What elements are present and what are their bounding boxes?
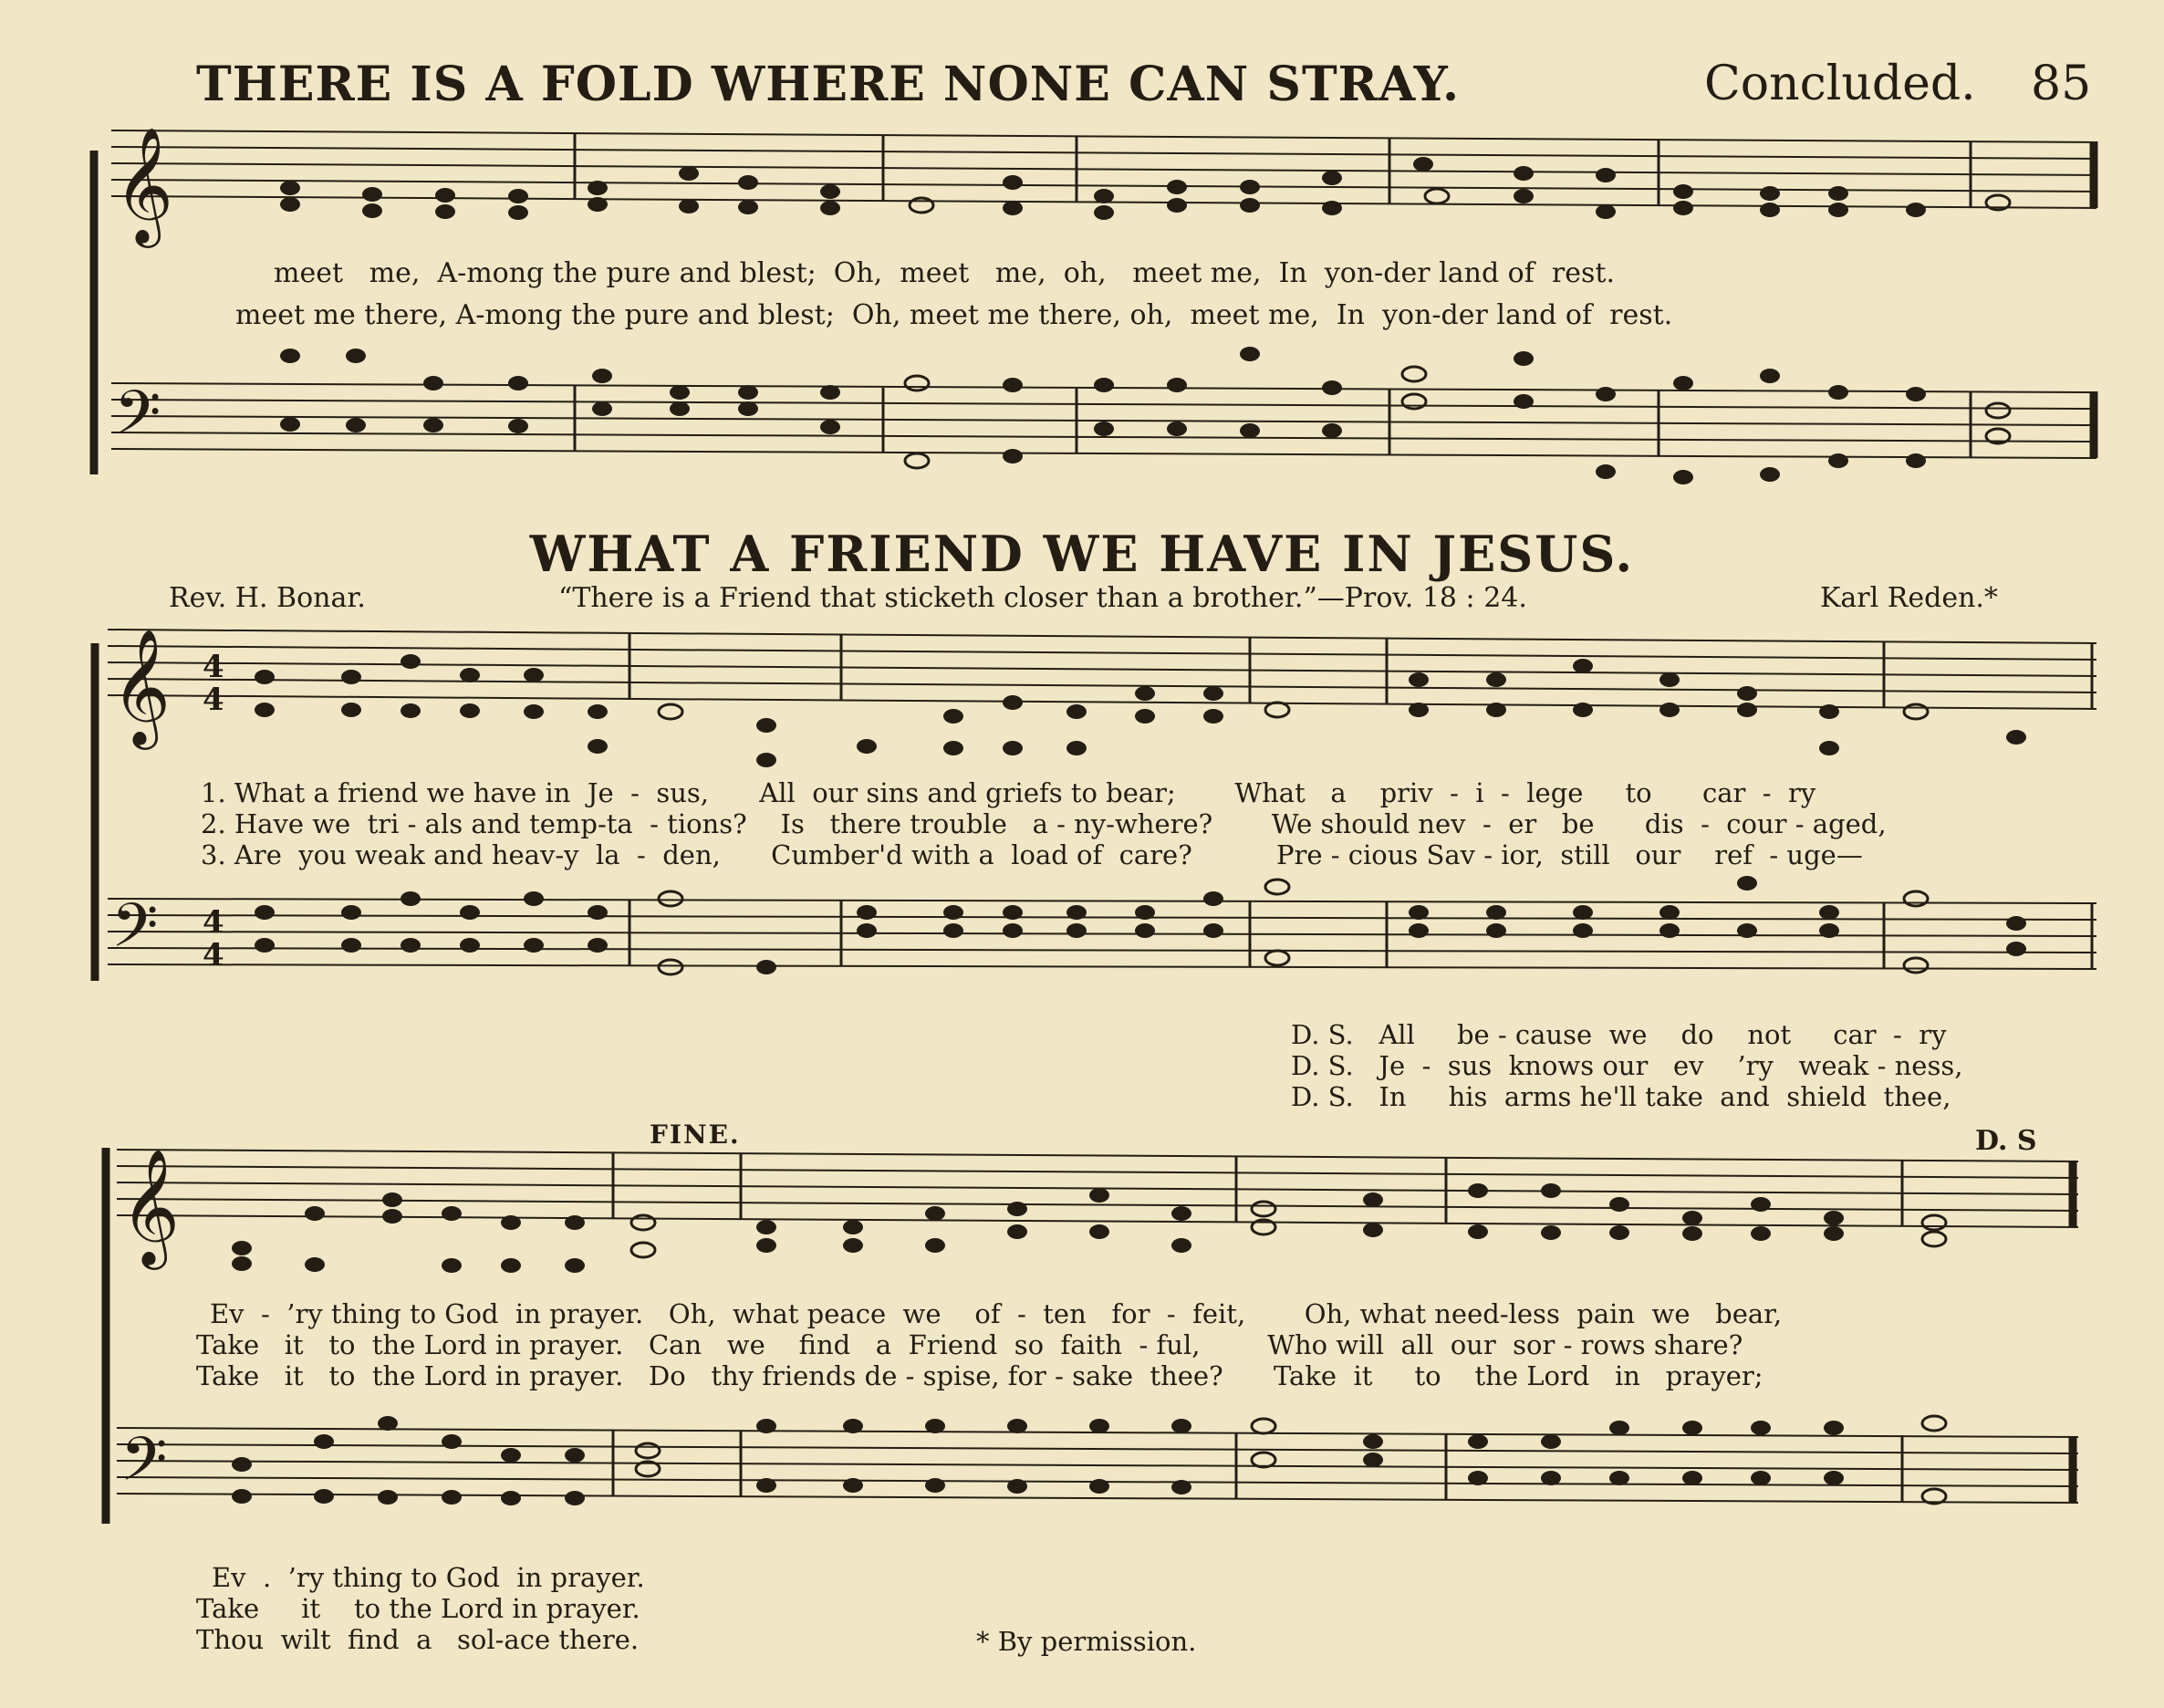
svg-text:𝄞: 𝄞: [111, 628, 172, 745]
hymn1-bass-notes: [280, 347, 2010, 484]
svg-text:4: 4: [203, 682, 224, 718]
hymn1-barlines: [575, 134, 1971, 457]
hymn2-epigraph: “There is a Friend that sticketh closer than a brother.”—Prov. 18 : 24.: [558, 582, 1527, 614]
footnote: * By permission.: [976, 1626, 1197, 1657]
svg-text:4: 4: [203, 649, 224, 685]
svg-text:4: 4: [203, 937, 224, 974]
bass-lyric-1: Ev . ’ry thing to God in prayer.: [212, 1562, 645, 1593]
verse-3-line-a: 3. Are you weak and heav-y la - den, Cumber'd with a load of care? Pre - cious Sav - ior, still our ref - uge—: [201, 839, 1863, 870]
fine-marker: FINE.: [650, 1120, 741, 1150]
ds-line-2: D. S. Je - sus knows our ev ’ry weak - ness,: [1291, 1050, 1963, 1081]
ds-marker: D. S: [1975, 1125, 2037, 1157]
hymn1-lyric-line-1: meet me, A-mong the pure and blest; Oh, meet me, oh, meet me, In yon-der land of rest.: [274, 257, 1615, 289]
svg-text:𝄢: 𝄢: [111, 890, 159, 975]
svg-text:4: 4: [203, 904, 224, 941]
ds-line-3: D. S. In his arms he'll take and shield thee,: [1291, 1081, 1951, 1112]
concluded-label: Concluded.: [1704, 57, 1976, 111]
svg-text:𝄞: 𝄞: [120, 1148, 181, 1265]
svg-text:𝄢: 𝄢: [120, 1424, 168, 1509]
page-number: 85: [2031, 57, 2092, 111]
bass-lyric-2: Take it to the Lord in prayer.: [196, 1593, 640, 1624]
page-header-title: THERE IS A FOLD WHERE NONE CAN STRAY.: [196, 57, 1461, 112]
verse-3-line-b: Take it to the Lord in prayer. Do thy friends de - spise, for - sake thee? Take it to the Lord in prayer;: [196, 1360, 1763, 1391]
ds-line-1: D. S. All be - cause we do not car - ry: [1291, 1019, 1947, 1050]
hymn1-lyric-line-2: meet me there, A-mong the pure and blest; Oh, meet me there, oh, meet me, In yon-der land of rest.: [235, 299, 1673, 331]
bass-lyric-3: Thou wilt find a sol-ace there.: [196, 1624, 640, 1655]
hymn2-author: Rev. H. Bonar.: [169, 582, 366, 614]
verse-1-line-a: 1. What a friend we have in Je - sus, All our sins and griefs to bear; What a priv - i - lege to car - ry: [201, 777, 1816, 808]
hymn2-title: WHAT A FRIEND WE HAVE IN JESUS.: [529, 525, 1635, 583]
verse-2-line-b: Take it to the Lord in prayer. Can we find a Friend so faith - ful, Who will all our sor - rows share?: [196, 1329, 1743, 1360]
verse-2-line-a: 2. Have we tri - als and temp-ta - tions? Is there trouble a - ny-where? We should nev - er be dis - cour - aged,: [201, 808, 1887, 839]
hymn2-sys1-bass-staff: [108, 899, 2096, 969]
bass-clef-icon: 𝄢: [114, 378, 161, 463]
hymn1-bass-staff: [111, 383, 2096, 458]
hymn2-sys1-treble-staff: [108, 630, 2096, 709]
treble-clef-icon: 𝄞: [114, 126, 174, 243]
hymn2-composer: Karl Reden.*: [1820, 582, 1998, 614]
verse-1-line-b: Ev - ’ry thing to God in prayer. Oh, what peace we of - ten for - feit, Oh, what need-less pain we bear,: [210, 1298, 1783, 1329]
